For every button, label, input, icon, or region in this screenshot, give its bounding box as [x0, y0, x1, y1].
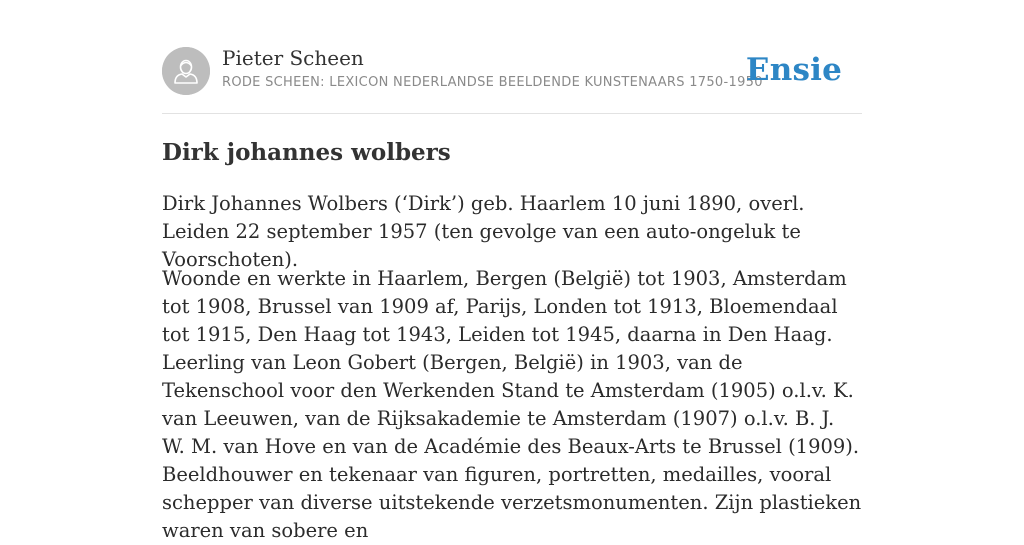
article-paragraph: Beeldhouwer en tekenaar van figuren, portretten, medailles, vooral schepper van diverse uitstekende verzetsmonumenten. Zijn plastieken waren van sobere en — [162, 463, 862, 542]
header — [162, 0, 862, 114]
user-icon — [162, 47, 210, 95]
author-block — [222, 45, 763, 92]
article-paragraph: Woonde en werkte in Haarlem, Bergen (België) tot 1903, Amsterdam tot 1908, Brussel van 1909 af, Parijs, Londen tot 1913, Bloemendaal tot 1915, Den Haag tot 1943, Leiden tot 1945, daarna in Den Haag. Leerling van Leon Gobert (Bergen, België) in 1903, van de Tekenschool voor den Werkenden Stand te Amsterdam (1905) o.l.v. K. van Leeuwen, van de Rijksakademie te Amsterdam (1907) o.l.v. B. J. W. M. van Hove en van de Académie des Beaux-Arts te Brussel (1909). — [162, 267, 860, 458]
article-paragraph: Dirk Johannes Wolbers (‘Dirk’) geb. Haarlem 10 juni 1890, overl. Leiden 22 september 1957 (ten gevolge van een auto-ongeluk te Voorschoten). — [162, 192, 805, 271]
avatar[interactable] — [162, 47, 210, 95]
author-name[interactable]: Pieter Scheen — [222, 46, 364, 70]
source-label[interactable]: RODE SCHEEN: LEXICON NEDERLANDSE BEELDENDE KUNSTENAARS 1750-1950 — [222, 75, 763, 90]
article-title: Dirk johannes wolbers — [162, 139, 451, 166]
page-container — [162, 0, 862, 542]
site-logo[interactable]: Ensie — [745, 52, 842, 88]
